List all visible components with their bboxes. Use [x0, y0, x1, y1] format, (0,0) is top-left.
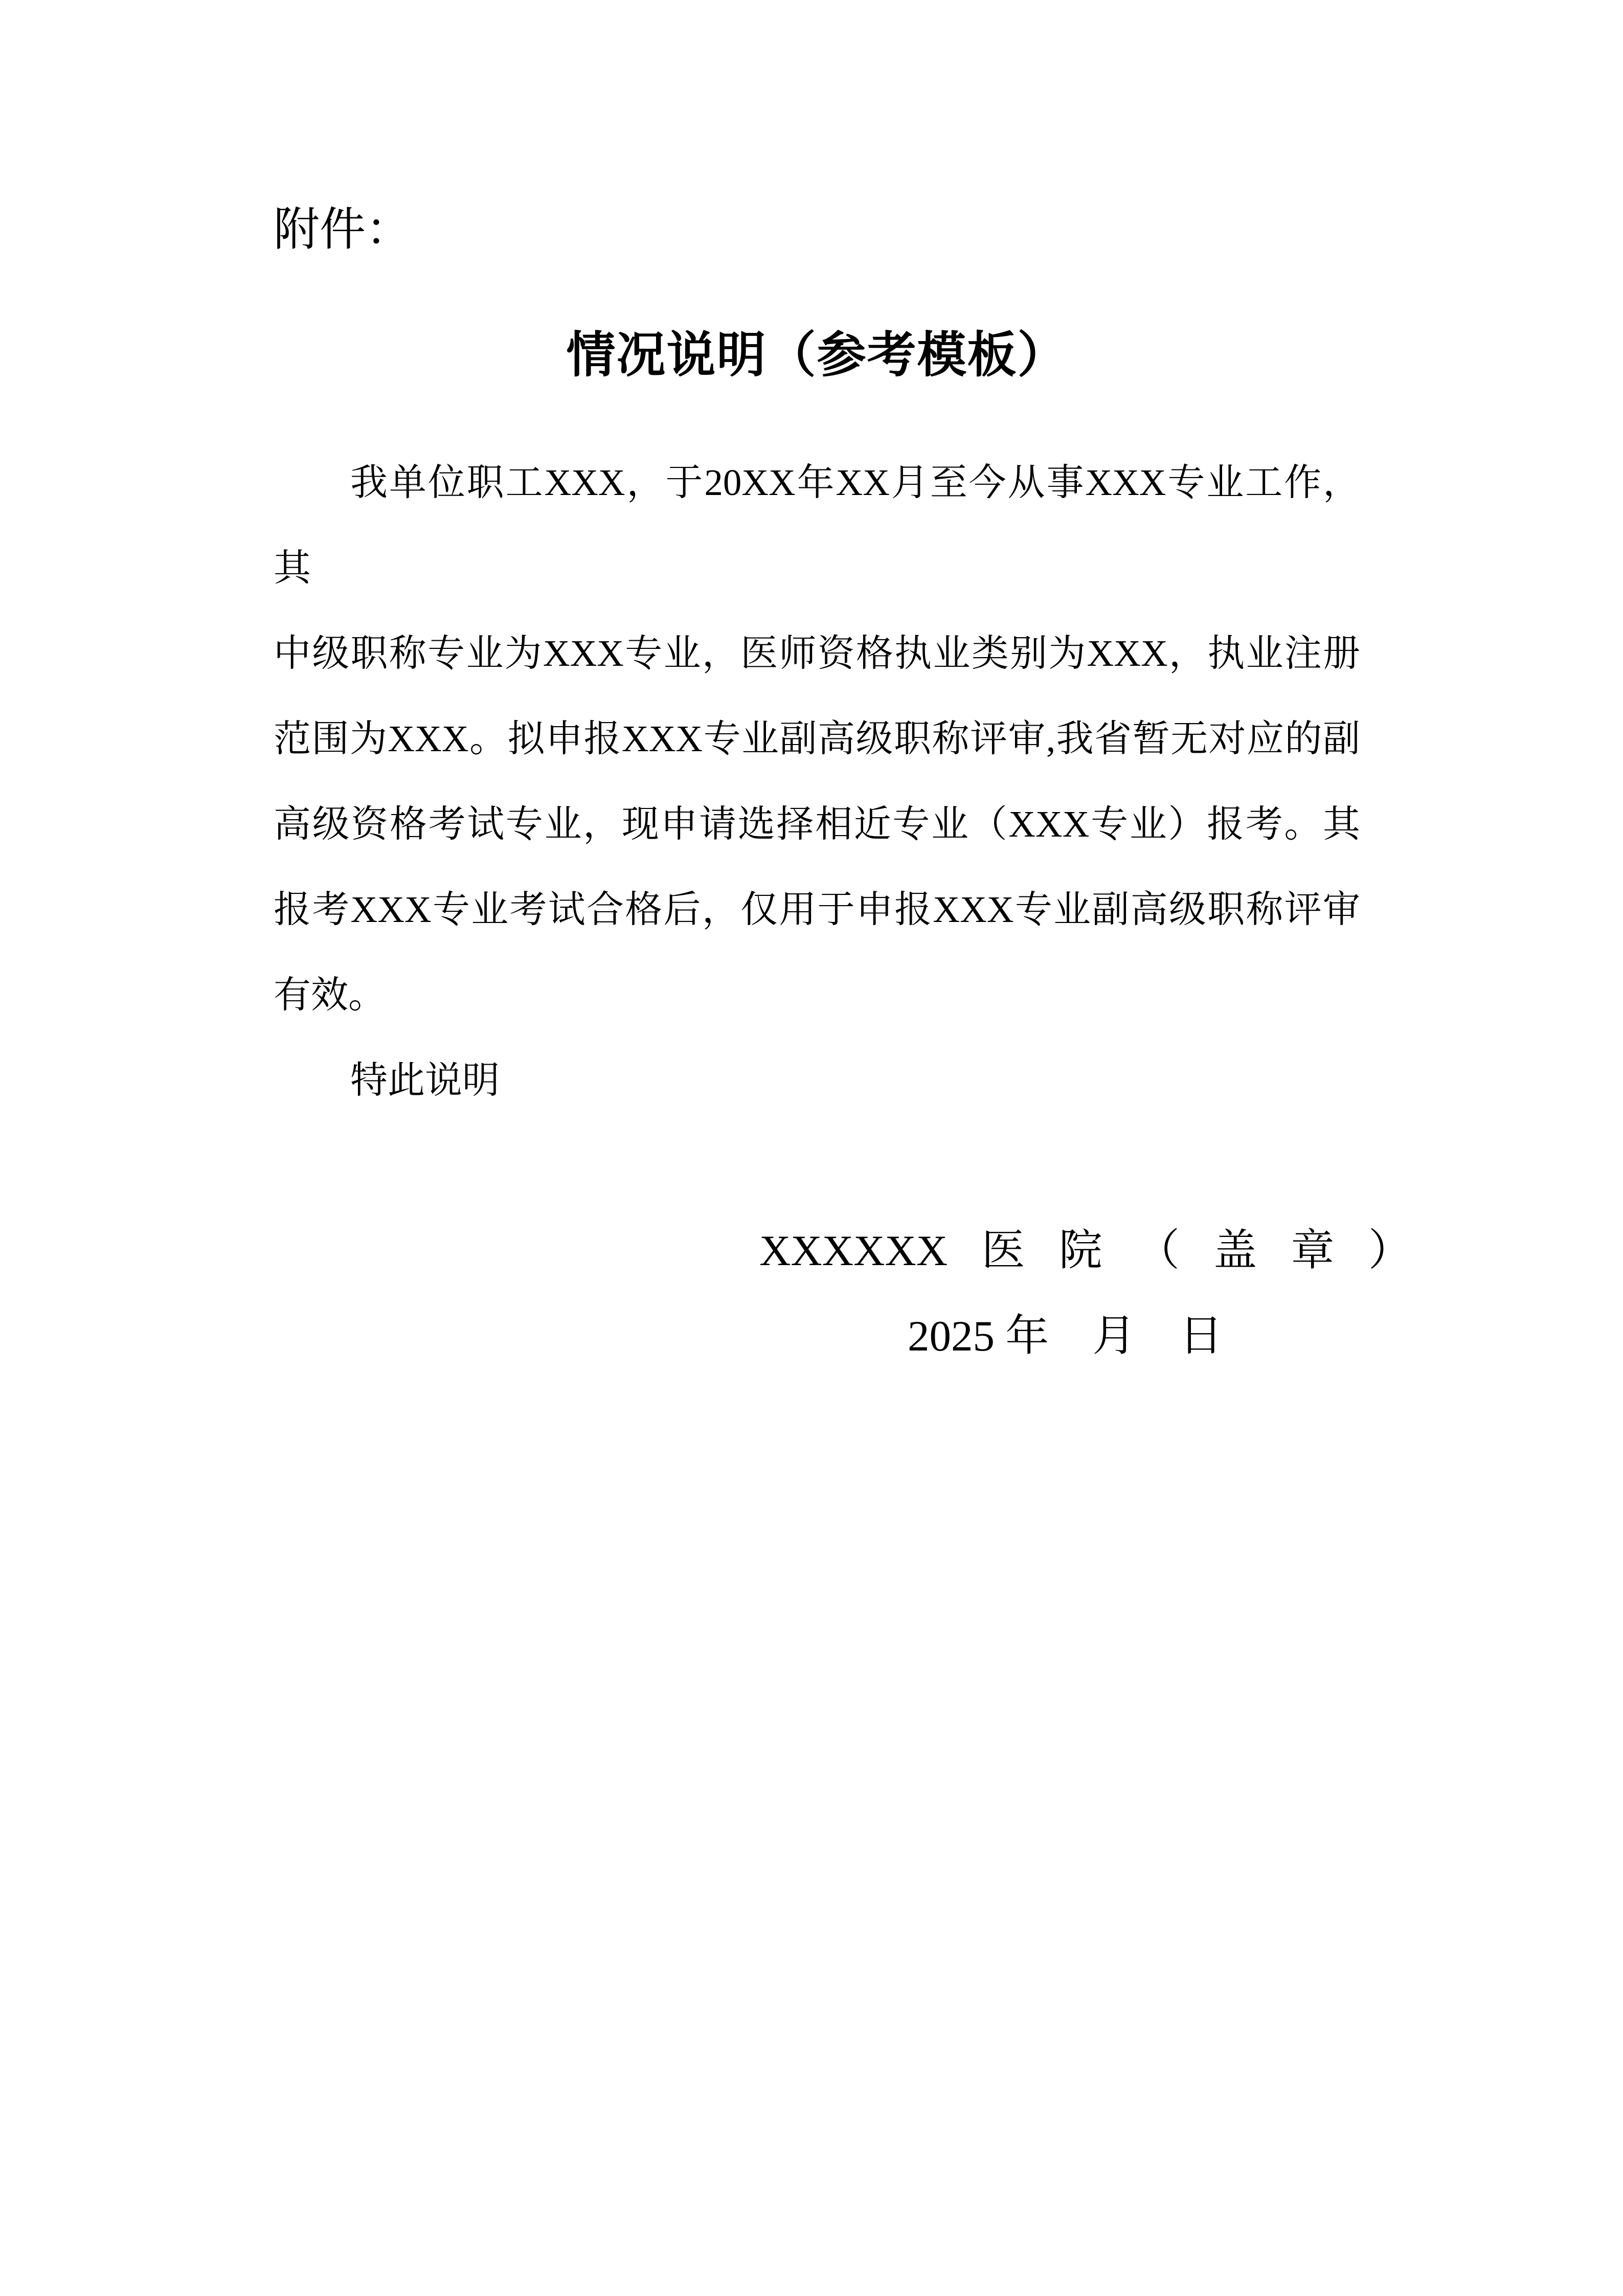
- date-line: 2025 年 月 日: [908, 1312, 1223, 1360]
- body-line: 范围为XXX。拟申报XXX专业副高级职称评审,我省暂无对应的副: [274, 718, 1360, 759]
- body-line: 高级资格考试专业，现申请选择相近专业（XXX专业）报考。其: [274, 803, 1360, 845]
- document-title: 情况说明（参考模板）: [566, 328, 1068, 382]
- body-line: 有效。: [274, 974, 386, 1016]
- attachment-label: 附件：: [274, 205, 412, 255]
- body-line: 中级职称专业为XXX专业，医师资格执业类别为XXX，执业注册: [274, 633, 1360, 674]
- closing-line: 特此说明: [350, 1060, 500, 1101]
- document-body: [274, 440, 1412, 1379]
- body-line: 我单位职工XXX，于20XX年XX月至今从事XXX专业工作，其: [274, 462, 1360, 589]
- body-line: 报考XXX专业考试合格后，仅用于申报XXX专业副高级职称评审: [274, 889, 1360, 930]
- signature-line: XXXXXX 医 院 （ 盖 章 ）: [759, 1227, 1412, 1275]
